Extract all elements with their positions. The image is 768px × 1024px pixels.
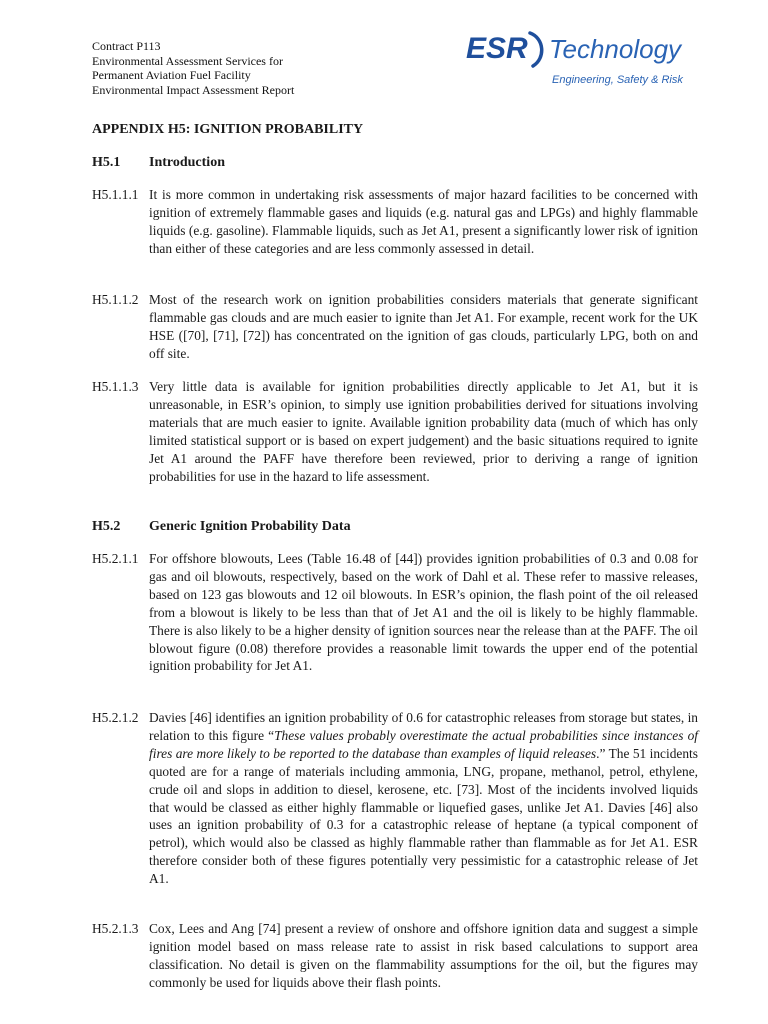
- header-line: Environmental Impact Assessment Report: [92, 82, 295, 97]
- paragraph-text-part: Davies [46] identifies an ignition probability of 0.6 for catastrophic releases from storage but states, in relation to this figure “: [149, 710, 698, 743]
- report-header: [92, 39, 422, 97]
- paragraph-text: Most of the research work on ignition probabilities considers materials that generate significant flammable gas clouds and are much easier to ignite than Jet A1. For example, recent work for the UK HSE ([70], [71], [72]) has concentrated on the ignition of gas clouds, particularly LPG, both on and off site.: [149, 292, 698, 361]
- paragraph: [92, 186, 698, 258]
- paragraph: [92, 550, 698, 675]
- section-title: Introduction: [149, 155, 225, 170]
- paragraph-text-part: .” The 51 incidents quoted are for a range of materials including ammonia, LNG, propane, methanol, petrol, ethylene, crude oil and slops in addition to diesel, kerosene, etc. [73]. Most of the incidents involved liquids that would be classed as either highly flammable or liquefied gases, unlike Jet A1. Davies [46] also uses an ignition probability of 0.3 for a catastrophic release of heptane (a typical component of petrol), which would also be classed as highly flammable rather than flammable as for Jet A1. ESR therefore consider both of these figures potentially very pessimistic for a catastrophic release of Jet A1.: [149, 745, 698, 887]
- paragraph: [92, 291, 698, 363]
- paragraph: [92, 709, 698, 888]
- paragraph-number: H5.1.1.1: [92, 187, 139, 202]
- logo-name: Technology: [549, 34, 682, 64]
- section-title: Generic Ignition Probability Data: [149, 519, 351, 534]
- header-line: Contract P113: [92, 39, 161, 53]
- logo-tagline: Engineering, Safety & Risk: [552, 74, 683, 86]
- paragraph-number: H5.1.1.2: [92, 292, 139, 307]
- logo-brand: ESR: [466, 32, 528, 65]
- esr-technology-logo: [466, 28, 696, 92]
- paragraph: [92, 920, 698, 992]
- paragraph-text: It is more common in undertaking risk assessments of major hazard facilities to be concerned with ignition of extremely flammable gases and liquids (e.g. natural gas and LPGs) and highly flammable liquids (e.g. gasoline). Flammable liquids, such as Jet A1, present a significantly lower risk of ignition than either of these categories and are less commonly assessed in detail.: [149, 187, 698, 256]
- paragraph-number: H5.2.1.2: [92, 710, 139, 725]
- section-number: H5.1: [92, 155, 121, 170]
- paragraph-number: H5.2.1.1: [92, 551, 139, 566]
- section-number: H5.2: [92, 519, 121, 534]
- paragraph-text: Very little data is available for ignition probabilities directly applicable to Jet A1, but it is unreasonable, in ESR’s opinion, to simply use ignition probabilities derived for situations involving materials that are much easier to ignite. Available ignition probability data (much of which has only limited statistical support or is based on expert judgement) and the basic situations required to ignite Jet A1 around the PAFF have therefore been reviewed, prior to deriving a range of ignition probabilities for use in the hazard to life assessment.: [149, 379, 698, 484]
- header-line: Environmental Assessment Services for: [92, 53, 283, 68]
- header-line: Permanent Aviation Fuel Facility: [92, 68, 251, 82]
- paragraph-number: H5.1.1.3: [92, 379, 139, 394]
- paragraph-text: [149, 709, 698, 888]
- section-heading: [92, 519, 351, 535]
- appendix-title: APPENDIX H5: IGNITION PROBABILITY: [92, 122, 364, 137]
- paragraph: [92, 378, 698, 485]
- logo-swoosh-icon: [528, 30, 548, 68]
- paragraph-text: For offshore blowouts, Lees (Table 16.48 of [44]) provides ignition probabilities of 0.3 and 0.08 for gas and oil blowouts, respectively, based on the work of Dahl et al. These refer to massive releases, based on 123 gas blowouts and 12 oil blowouts. In ESR’s opinion, the flash point of the oil released from a blowout is likely to be less than that of Jet A1 and the oil is likely to be highly flammable. There is also likely to be a higher density of ignition sources near the release than at the PAFF. The oil blowout figure (0.08) therefore provides a reasonable limit towards the upper end of the potential ignition probability for Jet A1.: [149, 551, 698, 674]
- section-heading: [92, 155, 225, 171]
- paragraph-number: H5.2.1.3: [92, 921, 139, 936]
- paragraph-text: Cox, Lees and Ang [74] present a review of onshore and offshore ignition data and suggest a simple ignition model based on mass release rate to assist in risk based calculations to support area classification. No detail is given on the flammability assumptions for the oil, but the figures may commonly be used for liquids above their flash points.: [149, 921, 698, 990]
- quoted-italic-text: These values probably overestimate the actual probabilities since instances of fires are more likely to be reported to the database than examples of liquid releases: [149, 727, 698, 761]
